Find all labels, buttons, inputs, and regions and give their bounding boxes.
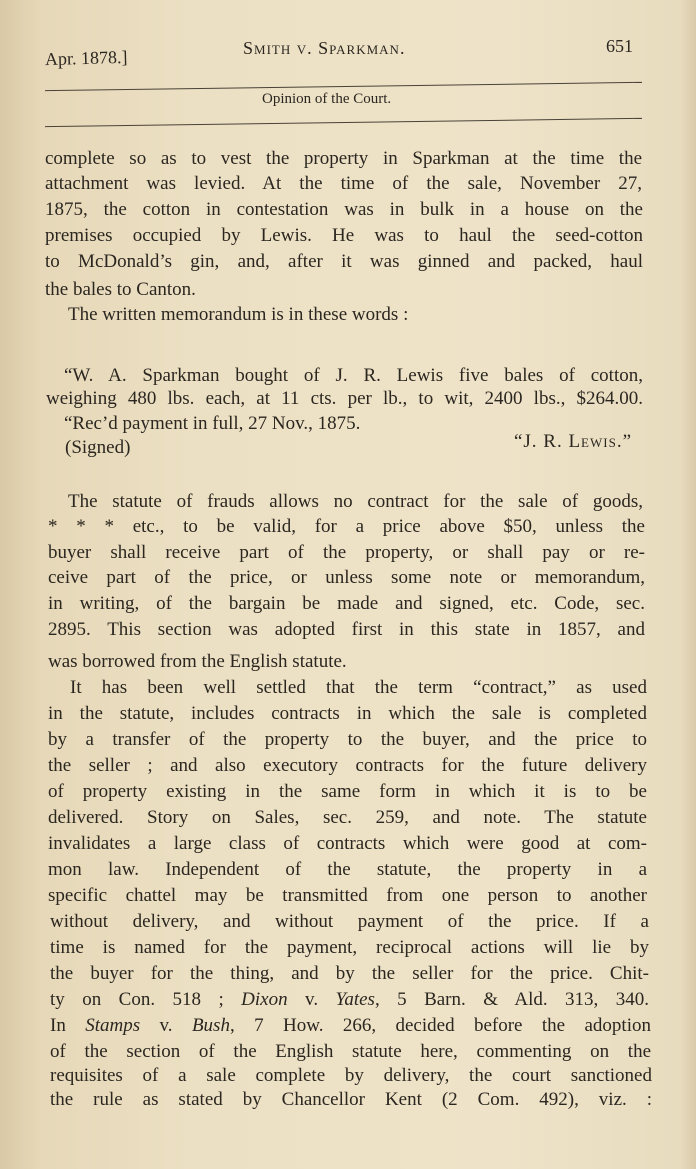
- text-line: time is named for the payment, reciprocal actions will lie by: [50, 937, 649, 958]
- text-line: buyer shall receive part of the property, or shall pay or re-: [48, 542, 645, 563]
- text-line: [50, 988, 649, 1012]
- text-line: premises occupied by Lewis. He was to haul the seed-cotton: [45, 225, 643, 246]
- text-segment: , 7 How. 266, decided before the adoption: [229, 1015, 651, 1036]
- text-line: weighing 480 lbs. each, at 11 cts. per lb., to wit, 2400 lbs., $264.00.: [46, 388, 643, 409]
- text-line: [50, 1014, 651, 1038]
- text-line: of property existing in the same form in which it is to be: [48, 781, 647, 802]
- text-line: The written memorandum is in these words :: [68, 304, 409, 325]
- text-line: complete so as to vest the property in Sparkman at the time the: [45, 148, 642, 169]
- text-line: the seller ; and also executory contracts for the future delivery: [48, 755, 647, 776]
- text-line: by a transfer of the property to the buyer, and the price to: [48, 729, 647, 750]
- text-line: mon law. Independent of the statute, the property in a: [48, 859, 647, 880]
- signature-line: “J. R. Lewis.”: [513, 431, 632, 452]
- text-line: delivered. Story on Sales, sec. 259, and note. The statute: [48, 807, 647, 828]
- text-line: 1875, the cotton in contestation was in bulk in a house on the: [45, 199, 643, 220]
- page-number: 651: [606, 36, 633, 56]
- text-line: 2895. This section was adopted first in this state in 1857, and: [48, 619, 645, 640]
- case-name: Dixon: [241, 989, 288, 1010]
- text-line: attachment was levied. At the time of the sale, November 27,: [45, 173, 642, 194]
- text-segment: v.: [287, 989, 336, 1010]
- text-line: “Rec’d payment in full, 27 Nov., 1875.: [64, 413, 361, 434]
- text-line: invalidates a large class of contracts which were good at com-: [48, 833, 647, 854]
- text-line: the rule as stated by Chancellor Kent (2 Com. 492), viz. :: [50, 1089, 652, 1110]
- header-rule: [45, 82, 642, 91]
- text-line: without delivery, and without payment of the price. If a: [50, 911, 649, 932]
- text-line: ceive part of the price, or unless some note or memorandum,: [48, 567, 645, 588]
- text-segment: ty on Con. 518 ;: [50, 989, 242, 1010]
- text-line: specific chattel may be transmitted from one person to another: [48, 885, 647, 906]
- text-line: (Signed): [65, 437, 131, 458]
- case-name: Yates: [335, 989, 375, 1010]
- text-line: of the section of the English statute here, commenting on the: [50, 1041, 651, 1062]
- text-line: requisites of a sale complete by delivery, the court sanctioned: [50, 1065, 652, 1086]
- text-line: the buyer for the thing, and by the seller for the price. Chit-: [50, 963, 649, 984]
- running-head-date: Apr. 1878.]: [44, 46, 128, 70]
- text-line: the bales to Canton.: [45, 279, 196, 300]
- running-head-case-title: Smith v. Sparkman.: [243, 38, 406, 58]
- text-line: * * * etc., to be valid, for a price above $50, unless the: [48, 516, 645, 537]
- text-segment: In: [50, 1015, 86, 1036]
- text-line: in the statute, includes contracts in which the sale is completed: [48, 703, 647, 724]
- text-line: was borrowed from the English statute.: [48, 651, 347, 672]
- text-line: It has been well settled that the term “contract,” as used: [70, 677, 647, 698]
- text-line: “W. A. Sparkman bought of J. R. Lewis five bales of cotton,: [64, 365, 643, 386]
- text-line: The statute of frauds allows no contract for the sale of goods,: [68, 491, 643, 512]
- text-segment: , 5 Barn. & Ald. 313, 340.: [374, 989, 649, 1010]
- text-line: in writing, of the bargain be made and signed, etc. Code, sec.: [48, 593, 645, 614]
- section-rule: [45, 118, 642, 127]
- section-heading: Opinion of the Court.: [262, 91, 392, 107]
- text-segment: v.: [140, 1015, 192, 1036]
- case-name: Stamps: [85, 1015, 141, 1036]
- case-name: Bush: [191, 1015, 230, 1036]
- text-line: to McDonald’s gin, and, after it was ginned and packed, haul: [45, 251, 643, 272]
